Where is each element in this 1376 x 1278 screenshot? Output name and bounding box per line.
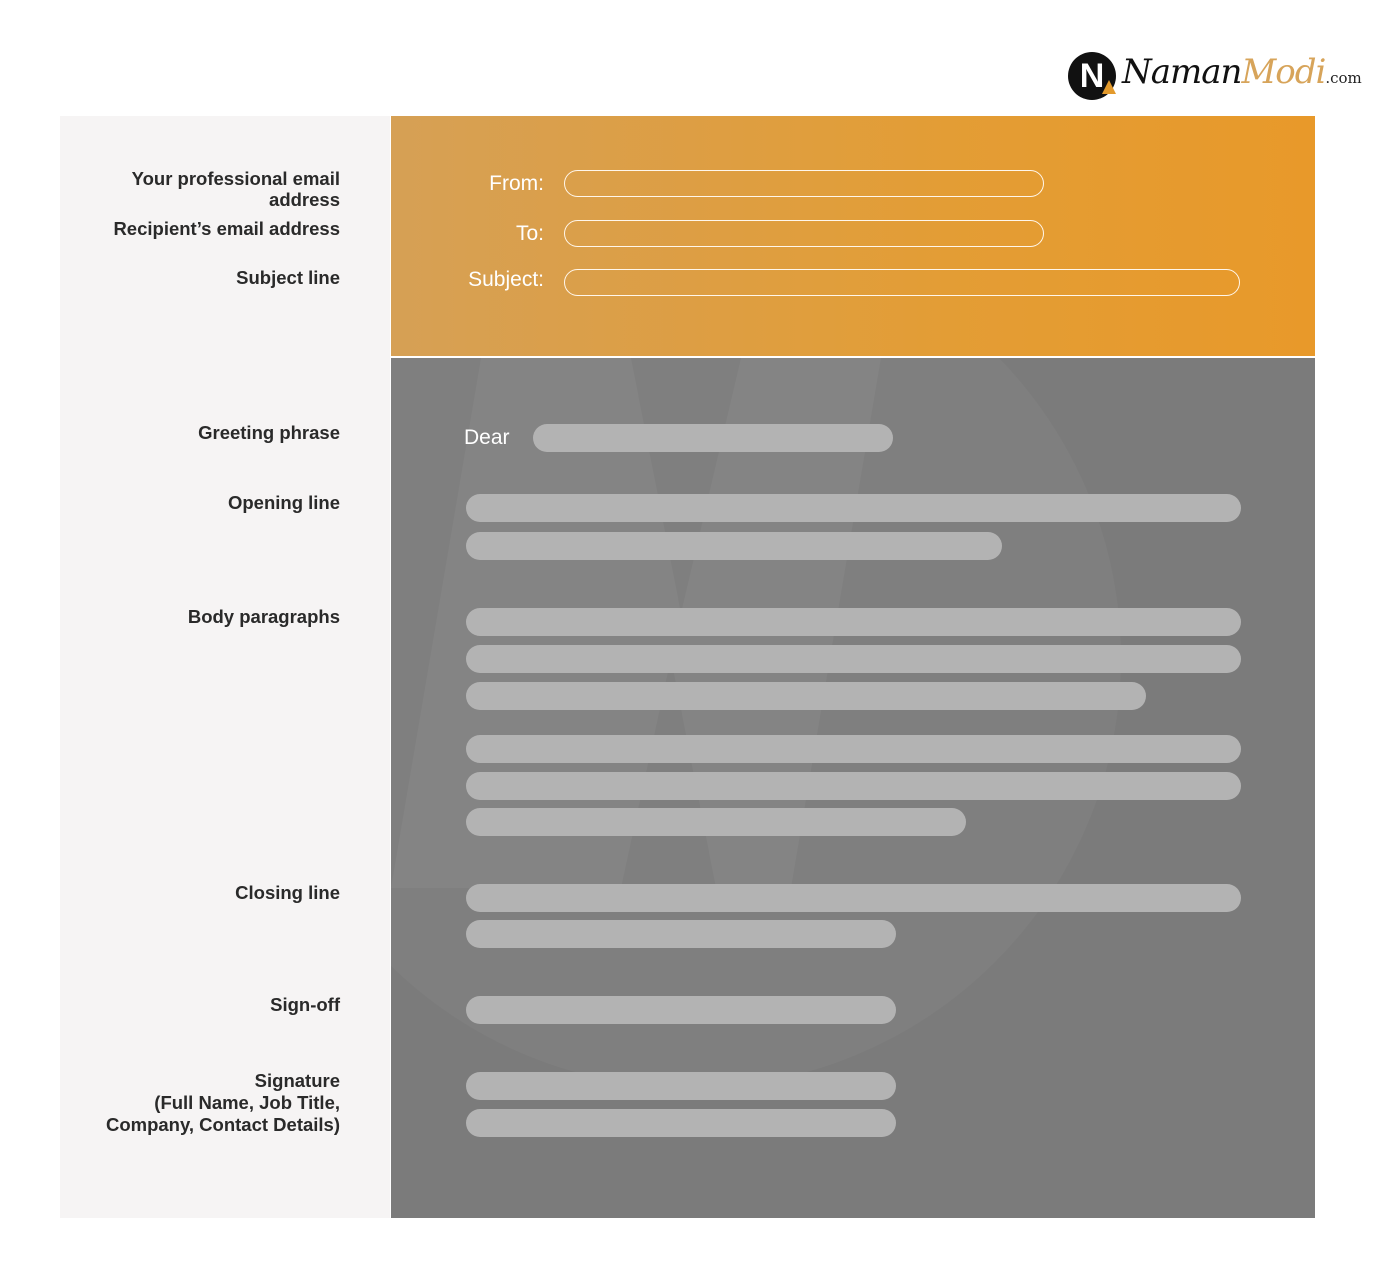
brand-logo — [1068, 44, 1362, 108]
subject-field[interactable] — [564, 269, 1240, 296]
label-subject-line: Subject line — [236, 267, 340, 288]
sign-off-placeholder — [466, 996, 896, 1024]
from-field[interactable] — [564, 170, 1044, 197]
closing-line-placeholder — [466, 920, 896, 948]
greeting-name-placeholder — [533, 424, 893, 452]
label-body-paragraphs: Body paragraphs — [187, 606, 340, 627]
logo-badge-icon: N — [1068, 52, 1116, 100]
greeting-word: Dear — [464, 426, 510, 449]
label-your-email: Your professional email address — [131, 168, 340, 210]
opening-line-placeholder — [466, 494, 1241, 522]
body-paragraph-placeholder — [466, 682, 1146, 710]
closing-line-placeholder — [466, 884, 1241, 912]
from-label: From: — [489, 172, 544, 195]
label-signature: Signature (Full Name, Job Title, Company, Contact Details) — [105, 1070, 340, 1135]
signature-placeholder — [466, 1109, 896, 1137]
opening-line-placeholder — [466, 532, 1002, 560]
signature-placeholder — [466, 1072, 896, 1100]
label-recipient-email: Recipient’s email address — [113, 218, 340, 239]
label-opening-line: Opening line — [227, 492, 340, 513]
label-closing-line: Closing line — [235, 882, 340, 903]
label-greeting-phrase: Greeting phrase — [198, 422, 340, 443]
to-label: To: — [515, 222, 544, 245]
body-paragraph-placeholder — [466, 808, 966, 836]
body-paragraph-placeholder — [466, 735, 1241, 763]
body-paragraph-placeholder — [466, 772, 1241, 800]
subject-label: Subject: — [468, 268, 544, 291]
annotation-column — [60, 116, 390, 1218]
body-paragraph-placeholder — [466, 608, 1241, 636]
label-sign-off: Sign-off — [270, 994, 340, 1015]
body-paragraph-placeholder — [466, 645, 1241, 673]
to-field[interactable] — [564, 220, 1044, 247]
logo-wordmark: NamanModi.com — [1122, 52, 1362, 92]
